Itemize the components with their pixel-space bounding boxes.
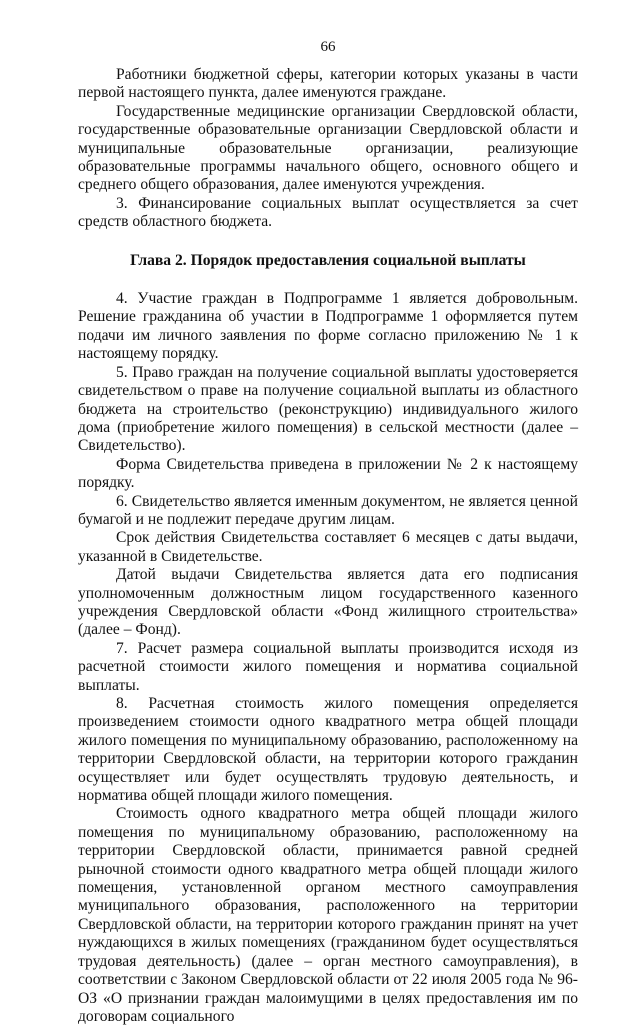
chapter-heading: Глава 2. Порядок предоставления социальной выплаты: [130, 251, 526, 269]
paragraph: 5. Право граждан на получение социальной выплаты удостоверяется свидетельством о праве на получение социальной выплаты из областного бюджета на строительство (реконструкцию) индивидуального жилого дома (приобретение жилого помещения) в сельской местности (далее – Свидетельство).: [78, 363, 578, 455]
paragraph: 6. Свидетельство является именным документом, не является ценной бумагой и не подлежит передаче другим лицам.: [78, 492, 578, 528]
paragraph: 8. Расчетная стоимость жилого помещения определяется произведением стоимости одного квадратного метра общей площади жилого помещения по муниципальному образованию, расположенному на территории Свердловской области, на территории которого гражданин осуществляет или будет осуществлять трудовую деятельность, и норматива общей площади жилого помещения.: [78, 695, 578, 805]
paragraph: 7. Расчет размера социальной выплаты производится исходя из расчетной стоимости жилого помещения и норматива социальной выплаты.: [78, 639, 578, 694]
paragraph: Государственные медицинские организации Свердловской области, государственные образовательные организации Свердловской области и муниципальные образовательные организации, реализующие образовательные программы начального общего, основного общего и среднего общего образования, далее именуются учреждения.: [78, 102, 578, 194]
paragraph: Форма Свидетельства приведена в приложении № 2 к настоящему порядку.: [78, 455, 578, 492]
paragraph: Работники бюджетной сферы, категории которых указаны в части первой настоящего пункта, далее именуются граждане.: [78, 66, 578, 102]
paragraph: 4. Участие граждан в Подпрограмме 1 является добровольным. Решение гражданина об участии в Подпрограмме 1 оформляется путем подачи им личного заявления по форме согласно приложению № 1 к настоящему порядку.: [78, 290, 578, 363]
paragraph: Стоимость одного квадратного метра общей площади жилого помещения по муниципальному образованию, расположенному на территории Свердловской области, принимается равной средней рыночной стоимости одного квадратного метра общей площади жилого помещения, установленной органом местного самоуправления муниципального образования, расположенного на территории Свердловской области, на территории которого гражданин принят на учет нуждающихся в жилых помещениях (гражданином будет осуществляться трудовая деятельность) (далее – орган местного самоуправления), в соответствии с Законом Свердловской области от 22 июля 2005 года № 96-ОЗ «О признании граждан малоимущими в целях предоставления им по договорам социального: [78, 805, 578, 1025]
page-number: 66: [320, 39, 336, 55]
paragraph: 3. Финансирование социальных выплат осуществляется за счет средств областного бюджета.: [78, 194, 578, 231]
paragraph: Датой выдачи Свидетельства является дата его подписания уполномоченным должностным лицом государственного казенного учреждения Свердловской области «Фонд жилищного строительства» (далее – Фонд).: [78, 566, 578, 639]
paragraph: Срок действия Свидетельства составляет 6 месяцев с даты выдачи, указанной в Свидетельстве.: [78, 529, 578, 565]
